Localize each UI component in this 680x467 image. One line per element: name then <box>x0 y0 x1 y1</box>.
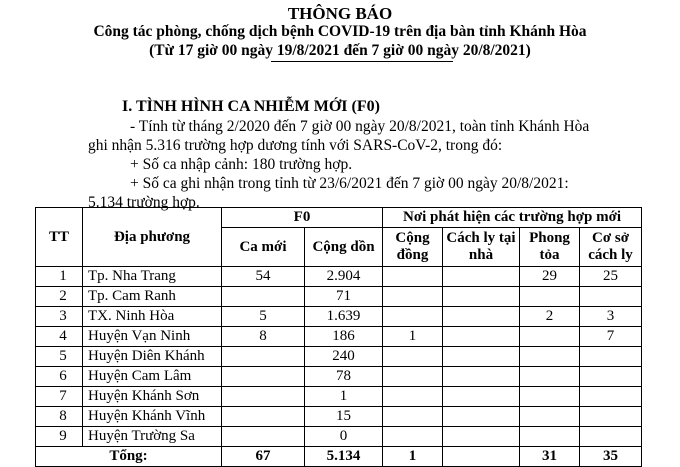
lockdown-cell <box>520 347 580 367</box>
isolation-facility-cell: 7 <box>580 327 642 347</box>
table-row <box>36 287 642 307</box>
paragraph-line: - Tính từ tháng 2/2020 đến 7 giờ 00 ngày 20/8/2021, toàn tỉnh Khánh Hòa <box>130 118 590 135</box>
community-cell: 1 <box>383 327 443 347</box>
total-community: 1 <box>383 447 443 467</box>
new-cases-cell <box>222 407 305 427</box>
paragraph-line: ghi nhận 5.316 trường hợp dương tính với SARS-CoV-2, trong đó: <box>88 137 503 154</box>
isolation-facility-cell: 3 <box>580 307 642 327</box>
case-table <box>35 207 642 467</box>
paragraph-line: 5.134 trường hợp. <box>88 194 200 211</box>
community-cell <box>383 307 443 327</box>
locality-name: Tp. Nha Trang <box>83 267 222 287</box>
locality-name: Huyện Khánh Vĩnh <box>83 407 222 427</box>
new-cases-cell: 5 <box>222 307 305 327</box>
lockdown-cell <box>520 367 580 387</box>
table-row <box>36 347 642 367</box>
cumulative-cell: 0 <box>305 427 383 447</box>
total-label: Tổng: <box>36 447 222 467</box>
cumulative-cell: 2.904 <box>305 267 383 287</box>
locality-name: Huyện Vạn Ninh <box>83 327 222 347</box>
isolation-facility-cell <box>580 387 642 407</box>
total-new-cases: 67 <box>222 447 305 467</box>
community-cell <box>383 407 443 427</box>
locality-name: Tp. Cam Ranh <box>83 287 222 307</box>
lockdown-cell <box>520 407 580 427</box>
new-cases-cell <box>222 367 305 387</box>
row-number: 1 <box>36 267 83 287</box>
new-cases-cell <box>222 427 305 447</box>
section-heading: I. TÌNH HÌNH CA NHIỄM MỚI (F0) <box>122 98 380 115</box>
lockdown-cell <box>520 387 580 407</box>
isolation-facility-cell <box>580 287 642 307</box>
row-number: 8 <box>36 407 83 427</box>
cumulative-cell: 1 <box>305 387 383 407</box>
home-isolation-cell <box>443 347 520 367</box>
new-cases-cell <box>222 387 305 407</box>
lockdown-cell <box>520 327 580 347</box>
row-number: 9 <box>36 427 83 447</box>
table-row <box>36 327 642 347</box>
row-number: 6 <box>36 367 83 387</box>
table-row <box>36 427 642 447</box>
community-cell <box>383 267 443 287</box>
cumulative-cell: 15 <box>305 407 383 427</box>
home-isolation-cell <box>443 387 520 407</box>
report-period: (Từ 17 giờ 00 ngày 19/8/2021 đến 7 giờ 00 ngày 20/8/2021) <box>149 42 531 59</box>
locality-name: Huyện Trường Sa <box>83 427 222 447</box>
home-isolation-cell <box>443 367 520 387</box>
table-row <box>36 387 642 407</box>
home-isolation-cell <box>443 427 520 447</box>
locality-name: TX. Ninh Hòa <box>83 307 222 327</box>
locality-name: Huyện Khánh Sơn <box>83 387 222 407</box>
community-cell <box>383 287 443 307</box>
header-home-isolation: Cách ly tại nhà <box>443 228 520 267</box>
cumulative-cell: 71 <box>305 287 383 307</box>
row-number: 2 <box>36 287 83 307</box>
isolation-facility-cell <box>580 407 642 427</box>
community-cell <box>383 387 443 407</box>
community-cell <box>383 427 443 447</box>
cumulative-cell: 186 <box>305 327 383 347</box>
locality-name: Huyện Diên Khánh <box>83 347 222 367</box>
table-row <box>36 407 642 427</box>
lockdown-cell: 29 <box>520 267 580 287</box>
isolation-facility-cell <box>580 347 642 367</box>
new-cases-cell <box>222 347 305 367</box>
table-row <box>36 307 642 327</box>
home-isolation-cell <box>443 307 520 327</box>
table-row <box>36 267 642 287</box>
row-number: 3 <box>36 307 83 327</box>
row-number: 5 <box>36 347 83 367</box>
total-lockdown: 31 <box>520 447 580 467</box>
lockdown-cell <box>520 287 580 307</box>
header-f0: F0 <box>222 208 383 228</box>
title-underline <box>271 61 453 62</box>
new-cases-cell: 8 <box>222 327 305 347</box>
lockdown-cell <box>520 427 580 447</box>
cumulative-cell: 78 <box>305 367 383 387</box>
row-number: 7 <box>36 387 83 407</box>
lockdown-cell: 2 <box>520 307 580 327</box>
isolation-facility-cell <box>580 367 642 387</box>
header-community: Cộng đồng <box>383 228 443 267</box>
document-title: THÔNG BÁO <box>287 4 393 23</box>
new-cases-cell <box>222 287 305 307</box>
home-isolation-cell <box>443 407 520 427</box>
locality-name: Huyện Cam Lâm <box>83 367 222 387</box>
header-locality: Địa phương <box>83 208 222 267</box>
isolation-facility-cell <box>580 427 642 447</box>
total-row <box>36 447 642 467</box>
home-isolation-cell <box>443 327 520 347</box>
total-home-isolation <box>443 447 520 467</box>
home-isolation-cell <box>443 287 520 307</box>
document-subtitle: Công tác phòng, chống dịch bệnh COVID-19 trên địa bàn tỉnh Khánh Hòa <box>93 23 587 40</box>
header-cumulative: Cộng dồn <box>305 228 383 267</box>
table-row <box>36 367 642 387</box>
row-number: 4 <box>36 327 83 347</box>
header-detection-place: Nơi phát hiện các trường hợp mới <box>383 208 642 228</box>
community-cell <box>383 347 443 367</box>
cumulative-cell: 1.639 <box>305 307 383 327</box>
home-isolation-cell <box>443 267 520 287</box>
header-lockdown: Phong tỏa <box>520 228 580 267</box>
community-cell <box>383 367 443 387</box>
paragraph-line: + Số ca ghi nhận trong tỉnh từ 23/6/2021 đến 7 giờ 00 ngày 20/8/2021: <box>130 175 569 192</box>
isolation-facility-cell: 25 <box>580 267 642 287</box>
total-cumulative: 5.134 <box>305 447 383 467</box>
new-cases-cell: 54 <box>222 267 305 287</box>
total-isolation-facility: 35 <box>580 447 642 467</box>
paragraph-line: + Số ca nhập cảnh: 180 trường hợp. <box>130 156 353 173</box>
header-tt: TT <box>36 208 83 267</box>
cumulative-cell: 240 <box>305 347 383 367</box>
header-isolation-facility: Cơ sở cách ly <box>580 228 642 267</box>
header-new-cases: Ca mới <box>222 228 305 267</box>
